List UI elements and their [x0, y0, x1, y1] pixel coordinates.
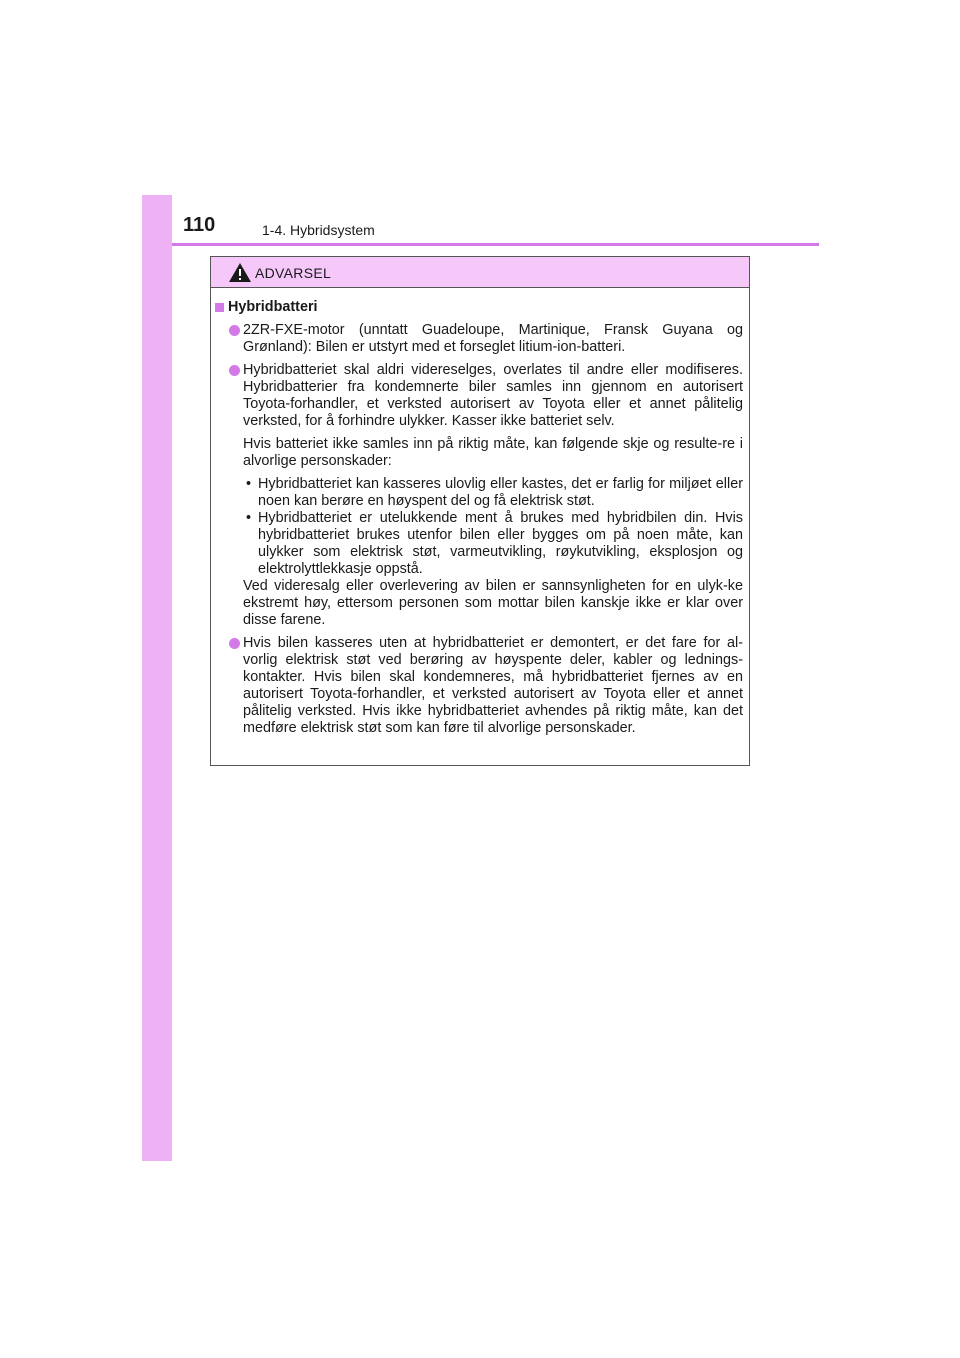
bullet-item	[215, 635, 743, 737]
circle-bullet-icon	[229, 365, 240, 376]
warning-heading	[215, 299, 743, 316]
sub-bullet-item	[215, 510, 743, 578]
circle-bullet-icon	[229, 325, 240, 336]
bullet-text: Hvis bilen kasseres uten at hybridbatteriet er demontert, er det fare for al-vorlig elektrisk støt ved berøring av høyspente deler, kabler og lednings-kontakter. Hvis bilen skal kondemneres, må hybridbatteriet fjernes av en autorisert Toyota-forhandler, et verksted autorisert av Toyota eller et annet pålitelig verksted. Hvis ikke hybridbatteriet avhendes på riktig måte, kan det medføre elektrisk støt som kan føre til alvorlige personskader.	[243, 635, 743, 736]
section-title: 1-4. Hybridsystem	[262, 222, 375, 238]
bullet-item	[215, 362, 743, 430]
bullet-item	[215, 322, 743, 356]
heading-text: Hybridbatteri	[228, 299, 318, 315]
warning-header	[211, 257, 749, 288]
warning-title: ADVARSEL	[255, 265, 332, 281]
warning-triangle-icon	[228, 262, 252, 283]
side-tab	[142, 195, 172, 1161]
page-number: 110	[183, 214, 216, 236]
sub-bullet-item	[215, 476, 743, 510]
circle-bullet-icon	[229, 638, 240, 649]
header-divider	[172, 243, 819, 246]
warning-body	[211, 288, 749, 737]
square-bullet-icon	[215, 303, 224, 312]
sub-bullet-text: Hybridbatteriet kan kasseres ulovlig eller kastes, det er farlig for miljøet eller noen kan berøre en høyspent del og få elektrisk støt.	[258, 476, 743, 509]
bullet-text: 2ZR-FXE-motor (unntatt Guadeloupe, Martinique, Fransk Guyana og Grønland): Bilen er utstyrt med et forseglet litium-ion-batteri.	[243, 322, 743, 355]
warning-box	[210, 256, 750, 766]
note-paragraph: Ved videresalg eller overlevering av bilen er sannsynligheten for en ulyk-ke ekstremt høy, ettersom personen som mottar bilen kanskje ikke er klar over disse farene.	[243, 578, 743, 628]
sub-bullet-marker: •	[246, 510, 252, 526]
sub-bullet-marker: •	[246, 476, 252, 492]
sub-bullet-text: Hybridbatteriet er utelukkende ment å brukes med hybridbilen din. Hvis hybridbatteriet brukes utenfor bilen eller bygges om på noen måte, kan ulykker som elektrisk støt, varmeutvikling, røykutvikling, eksplosjon og elektrolyttlekkasje oppstå.	[258, 510, 743, 577]
paragraph: Hvis batteriet ikke samles inn på riktig måte, kan følgende skje og resulte-re i alvorlige personskader:	[243, 436, 743, 469]
bullet-text: Hybridbatteriet skal aldri videreselges, overlates til andre eller modifiseres. Hybridbatterier fra kondemnerte biler samles inn gjennom en autorisert Toyota-forhandler, et verksted autorisert av Toyota eller et annet pålitelig verksted, for å forhindre ulykker. Kasser ikke batteriet selv.	[243, 362, 743, 429]
